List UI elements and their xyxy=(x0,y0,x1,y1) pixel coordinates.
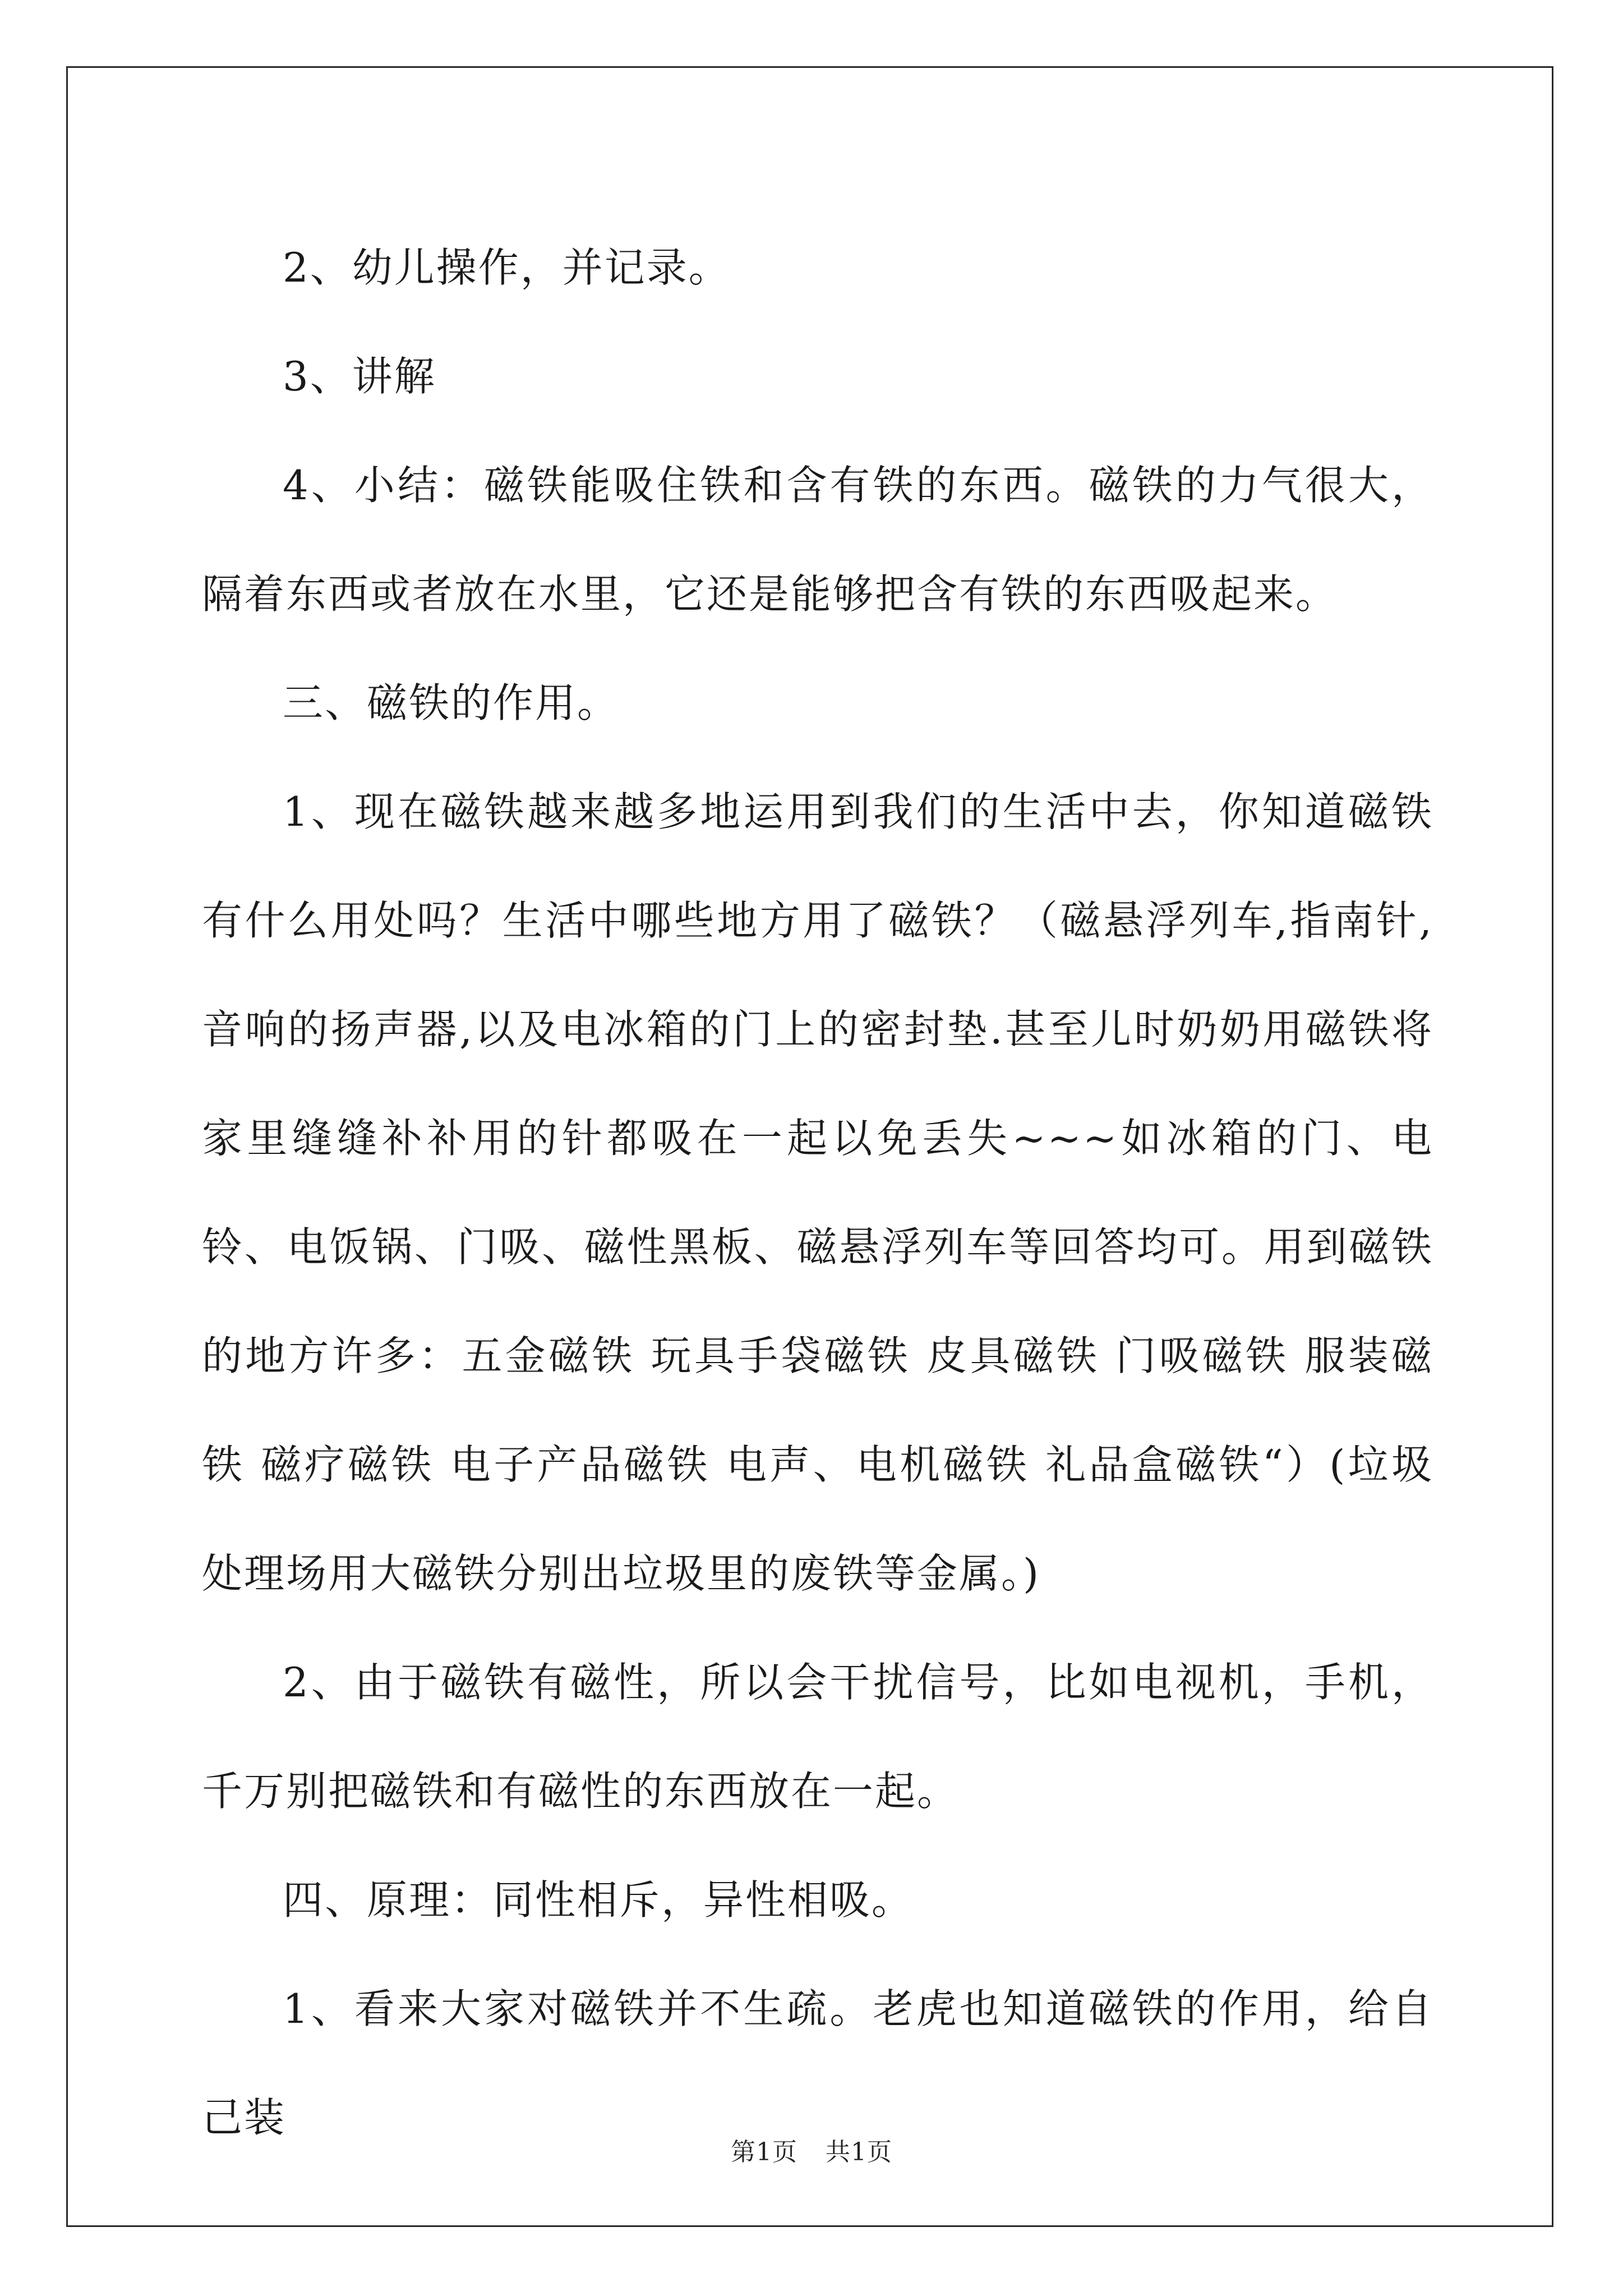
paragraph-explain: 3、讲解 xyxy=(283,353,436,400)
paragraph-summary: 4、小结：磁铁能吸住铁和含有铁的东西。磁铁的力气很大，隔着东西或者放在水里，它还是能够把含有铁的东西吸起来。 xyxy=(202,462,1433,618)
paragraph-tiger: 1、看来大家对磁铁并不生疏。老虎也知道磁铁的作用，给自己装 xyxy=(202,1985,1433,2141)
paragraph-operate-record: 2、幼儿操作，并记录。 xyxy=(283,244,731,291)
page-total: 共1页 xyxy=(826,2138,892,2166)
page-number: 第1页 xyxy=(731,2138,797,2166)
section-heading-principle: 四、原理：同性相斥，异性相吸。 xyxy=(283,1876,914,1924)
document-body xyxy=(202,213,1433,2172)
section-heading-magnet-use: 三、磁铁的作用。 xyxy=(283,679,620,726)
paragraph-magnet-applications: 1、现在磁铁越来越多地运用到我们的生活中去，你知道磁铁有什么用处吗？生活中哪些地方用了磁铁？（磁悬浮列车,指南针,音响的扬声器,以及电冰箱的门上的密封垫.甚至儿时奶奶用磁铁将家里缝缝补补用的针都吸在一起以免丢失~~~如冰箱的门、电铃、电饭锅、门吸、磁性黑板、磁悬浮列车等回答均可。用到磁铁的地方许多：五金磁铁 玩具手袋磁铁 皮具磁铁 门吸磁铁 服装磁铁 磁疗磁铁 电子产品磁铁 电声、电机磁铁 礼品盒磁铁“）(垃圾处理场用大磁铁分别出垃圾里的废铁等金属。) xyxy=(202,788,1433,1597)
page-footer xyxy=(0,2132,1623,2168)
paragraph-interference: 2、由于磁铁有磁性，所以会干扰信号，比如电视机，手机，千万别把磁铁和有磁性的东西放在一起。 xyxy=(202,1659,1433,1815)
